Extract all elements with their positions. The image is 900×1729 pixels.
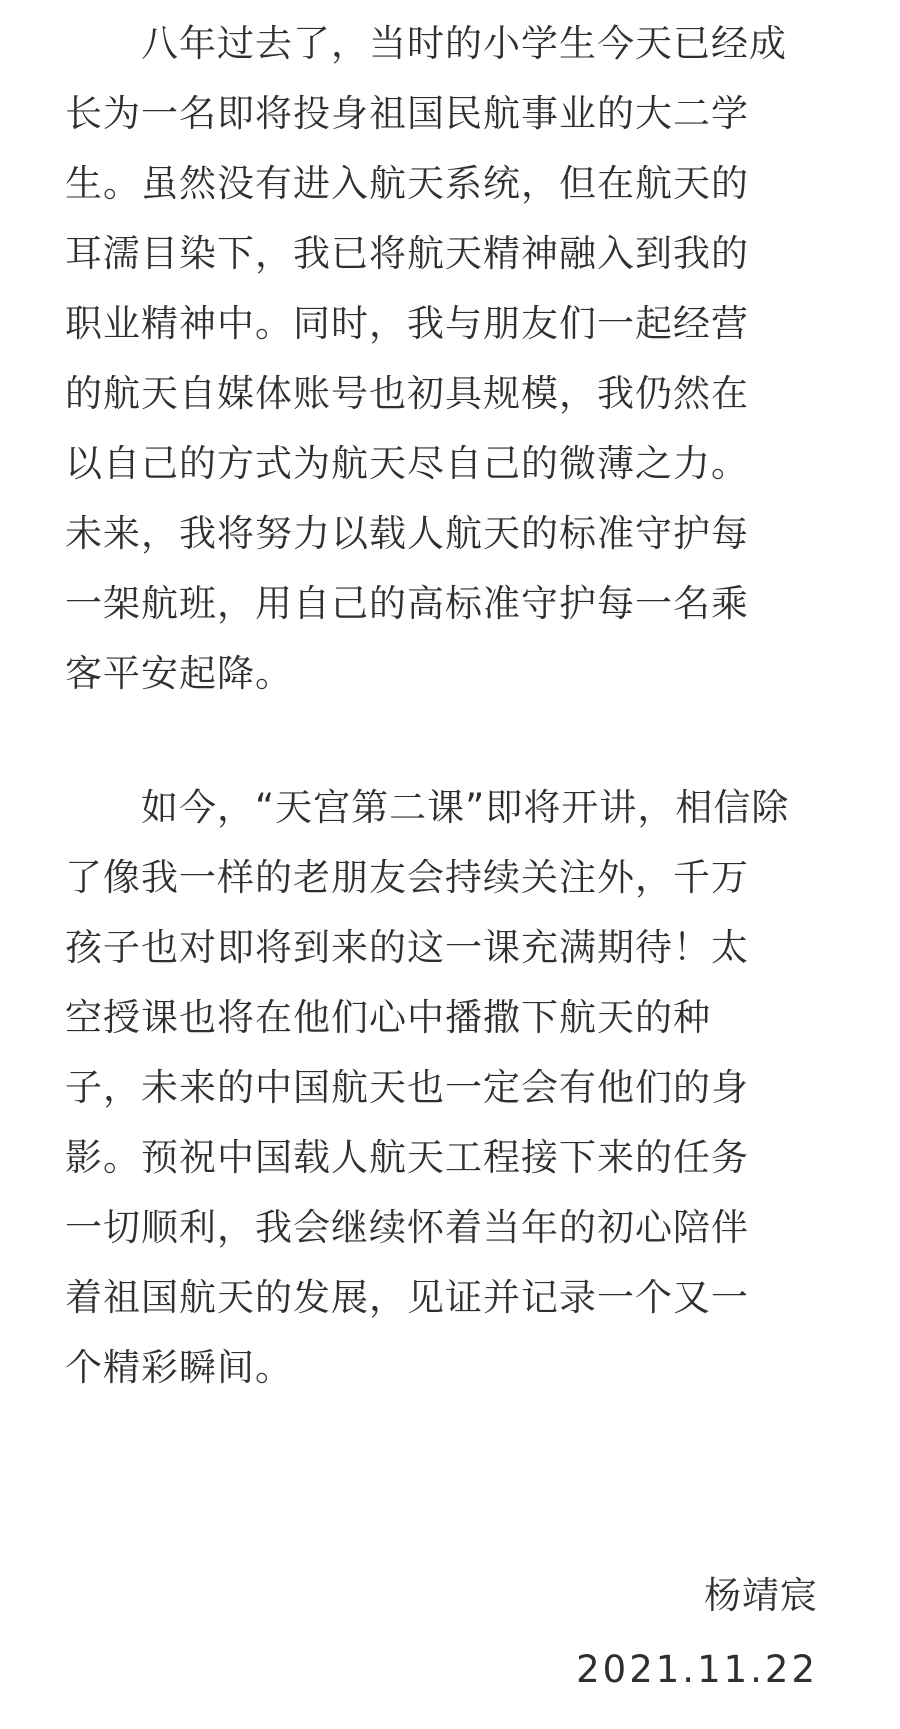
text-line: 一切顺利，我会继续怀着当年的初心陪伴 — [65, 1206, 749, 1249]
paragraph-1 — [65, 14, 787, 714]
text-line: 生。虽然没有进入航天系统，但在航天的 — [65, 162, 749, 205]
signature-author: 杨靖宸 — [704, 1574, 818, 1617]
text-line: 孩子也对即将到来的这一课充满期待！太 — [65, 926, 749, 969]
text-line: 个精彩瞬间。 — [65, 1346, 293, 1389]
text-line: 影。预祝中国载人航天工程接下来的任务 — [65, 1136, 749, 1179]
text-line: 客平安起降。 — [65, 652, 293, 695]
text-line: 八年过去了，当时的小学生今天已经成 — [65, 22, 787, 65]
text-line: 子，未来的中国航天也一定会有他们的身 — [65, 1066, 749, 1109]
text-line: 一架航班，用自己的高标准守护每一名乘 — [65, 582, 749, 625]
text-line: 未来，我将努力以载人航天的标准守护每 — [65, 512, 749, 555]
text-line: 的航天自媒体账号也初具规模，我仍然在 — [65, 372, 749, 415]
text-line: 空授课也将在他们心中播撒下航天的种 — [65, 996, 711, 1039]
text-line: 着祖国航天的发展，见证并记录一个又一 — [65, 1276, 749, 1319]
paragraph-2 — [65, 778, 789, 1408]
text-line: 以自己的方式为航天尽自己的微薄之力。 — [65, 442, 749, 485]
text-line: 了像我一样的老朋友会持续关注外，千万 — [65, 856, 749, 899]
text-line: 职业精神中。同时，我与朋友们一起经营 — [65, 302, 749, 345]
text-line: 如今，“天宫第二课”即将开讲，相信除 — [65, 786, 790, 829]
text-line: 耳濡目染下，我已将航天精神融入到我的 — [65, 232, 749, 275]
signature-date: 2021.11.22 — [576, 1648, 818, 1691]
text-line: 长为一名即将投身祖国民航事业的大二学 — [65, 92, 749, 135]
